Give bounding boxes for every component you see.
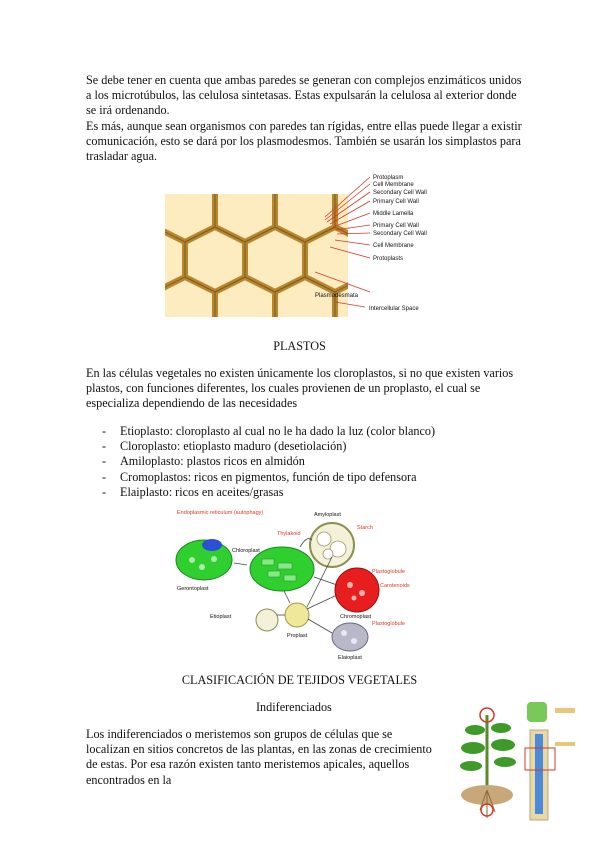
list-item-cromoplastos: - Cromoplastos: ricos en pigmentos, función de tipo defensora <box>102 470 435 485</box>
heading-indiferenciados: Indiferenciados <box>256 700 332 714</box>
label-er: Endoplasmic reticulum (autophagy) <box>177 510 264 516</box>
paragraph-meristemos: Los indiferenciados o meristemos son grupos de células que se localizan en sitios concretos de las plantas, en las zonas de crecimiento de estas. Por esa razón existen tanto meristemos apicales, aquellos encontrados en la <box>86 727 432 787</box>
label-plastoglobule-1: Plastoglobule <box>372 569 406 575</box>
heading-plastos: PLASTOS <box>273 339 326 353</box>
label-primary-cell-wall: Primary Cell Wall <box>373 199 419 205</box>
etioplast-shape <box>256 609 278 631</box>
label-chromoplast: Chromoplast <box>340 614 372 620</box>
plastid-list <box>102 424 435 500</box>
elaioplast-shape <box>332 623 368 651</box>
label-amyloplast: Amyloplast <box>314 512 341 518</box>
paragraph-cell-wall-synthesis: Se debe tener en cuenta que ambas paredes se generan con complejos enzimáticos unidos a los microtúbulos, las celulosa sintetasas. Estas expulsarán la celulosa al exterior donde se irá ordenando. <box>86 73 522 118</box>
proplast-shape <box>285 603 309 627</box>
list-item-cloroplasto: - Cloroplasto: etioplasto maduro (desetiolación) <box>102 439 435 454</box>
label-protoplasts: Protoplasts <box>373 256 404 262</box>
label-plasmodesmata: Plasmodesmata <box>315 293 359 299</box>
label-etioplast: Etioplast <box>210 614 232 620</box>
label-intercellular-space: Intercellular Space <box>369 306 419 312</box>
cell-wall-diagram <box>165 172 440 320</box>
plastid-diagram <box>172 505 422 662</box>
label-protoplasm: Protoplasm <box>373 175 404 181</box>
label-cell-membrane: Cell Membrane <box>373 182 414 188</box>
plant-meristem-figure <box>455 700 585 830</box>
label-secondary-cell-wall: Secondary Cell Wall <box>373 190 427 196</box>
plant-diagram <box>455 700 585 830</box>
paragraph-plasmodesmata: Es más, aunque sean organismos con paredes tan rígidas, entre ellas puede llegar a existir comunicación, esto se dará por los plasmodesmos. También se usarán los simplastos para trasladar agua. <box>86 118 522 164</box>
list-item-elaiplasto: - Elaiplasto: ricos en aceites/grasas <box>102 485 435 500</box>
label-thylakoid: Thylakoid <box>277 531 301 537</box>
label-gerontoplast: Gerontoplast <box>177 586 209 592</box>
label-primary-cell-wall-2: Primary Cell Wall <box>373 223 419 229</box>
er-blob <box>202 539 222 551</box>
label-middle-lamella: Middle Lamella <box>373 211 414 217</box>
intro-text <box>86 73 526 164</box>
list-item-amiloplasto: - Amiloplasto: plastos ricos en almidón <box>102 454 435 469</box>
label-carotenoids: Carotenoids <box>380 583 410 589</box>
paragraph-plastids-intro: En las células vegetales no existen únicamente los cloroplastos, si no que existen varios plastos, con funciones diferentes, los cuales provienen de un proplasto, el cual se especializa dependiendo de las necesidades <box>86 366 514 411</box>
label-elaioplast: Elaioplast <box>338 655 362 661</box>
label-starch: Starch <box>357 525 373 531</box>
label-chloroplast: Chloroplast <box>232 548 260 554</box>
list-item-etioplasto: - Etioplasto: cloroplasto al cual no le ha dado la luz (color blanco) <box>102 424 435 439</box>
label-proplast: Proplast <box>287 633 308 639</box>
plastid-figure <box>172 505 422 662</box>
label-secondary-cell-wall-2: Secondary Cell Wall <box>373 231 427 237</box>
cell-wall-figure <box>165 172 440 320</box>
heading-clasificacion: CLASIFICACIÓN DE TEJIDOS VEGETALES <box>181 673 418 687</box>
label-plastoglobule-2: Plastoglobule <box>372 621 406 627</box>
label-cell-membrane-2: Cell Membrane <box>373 243 414 249</box>
